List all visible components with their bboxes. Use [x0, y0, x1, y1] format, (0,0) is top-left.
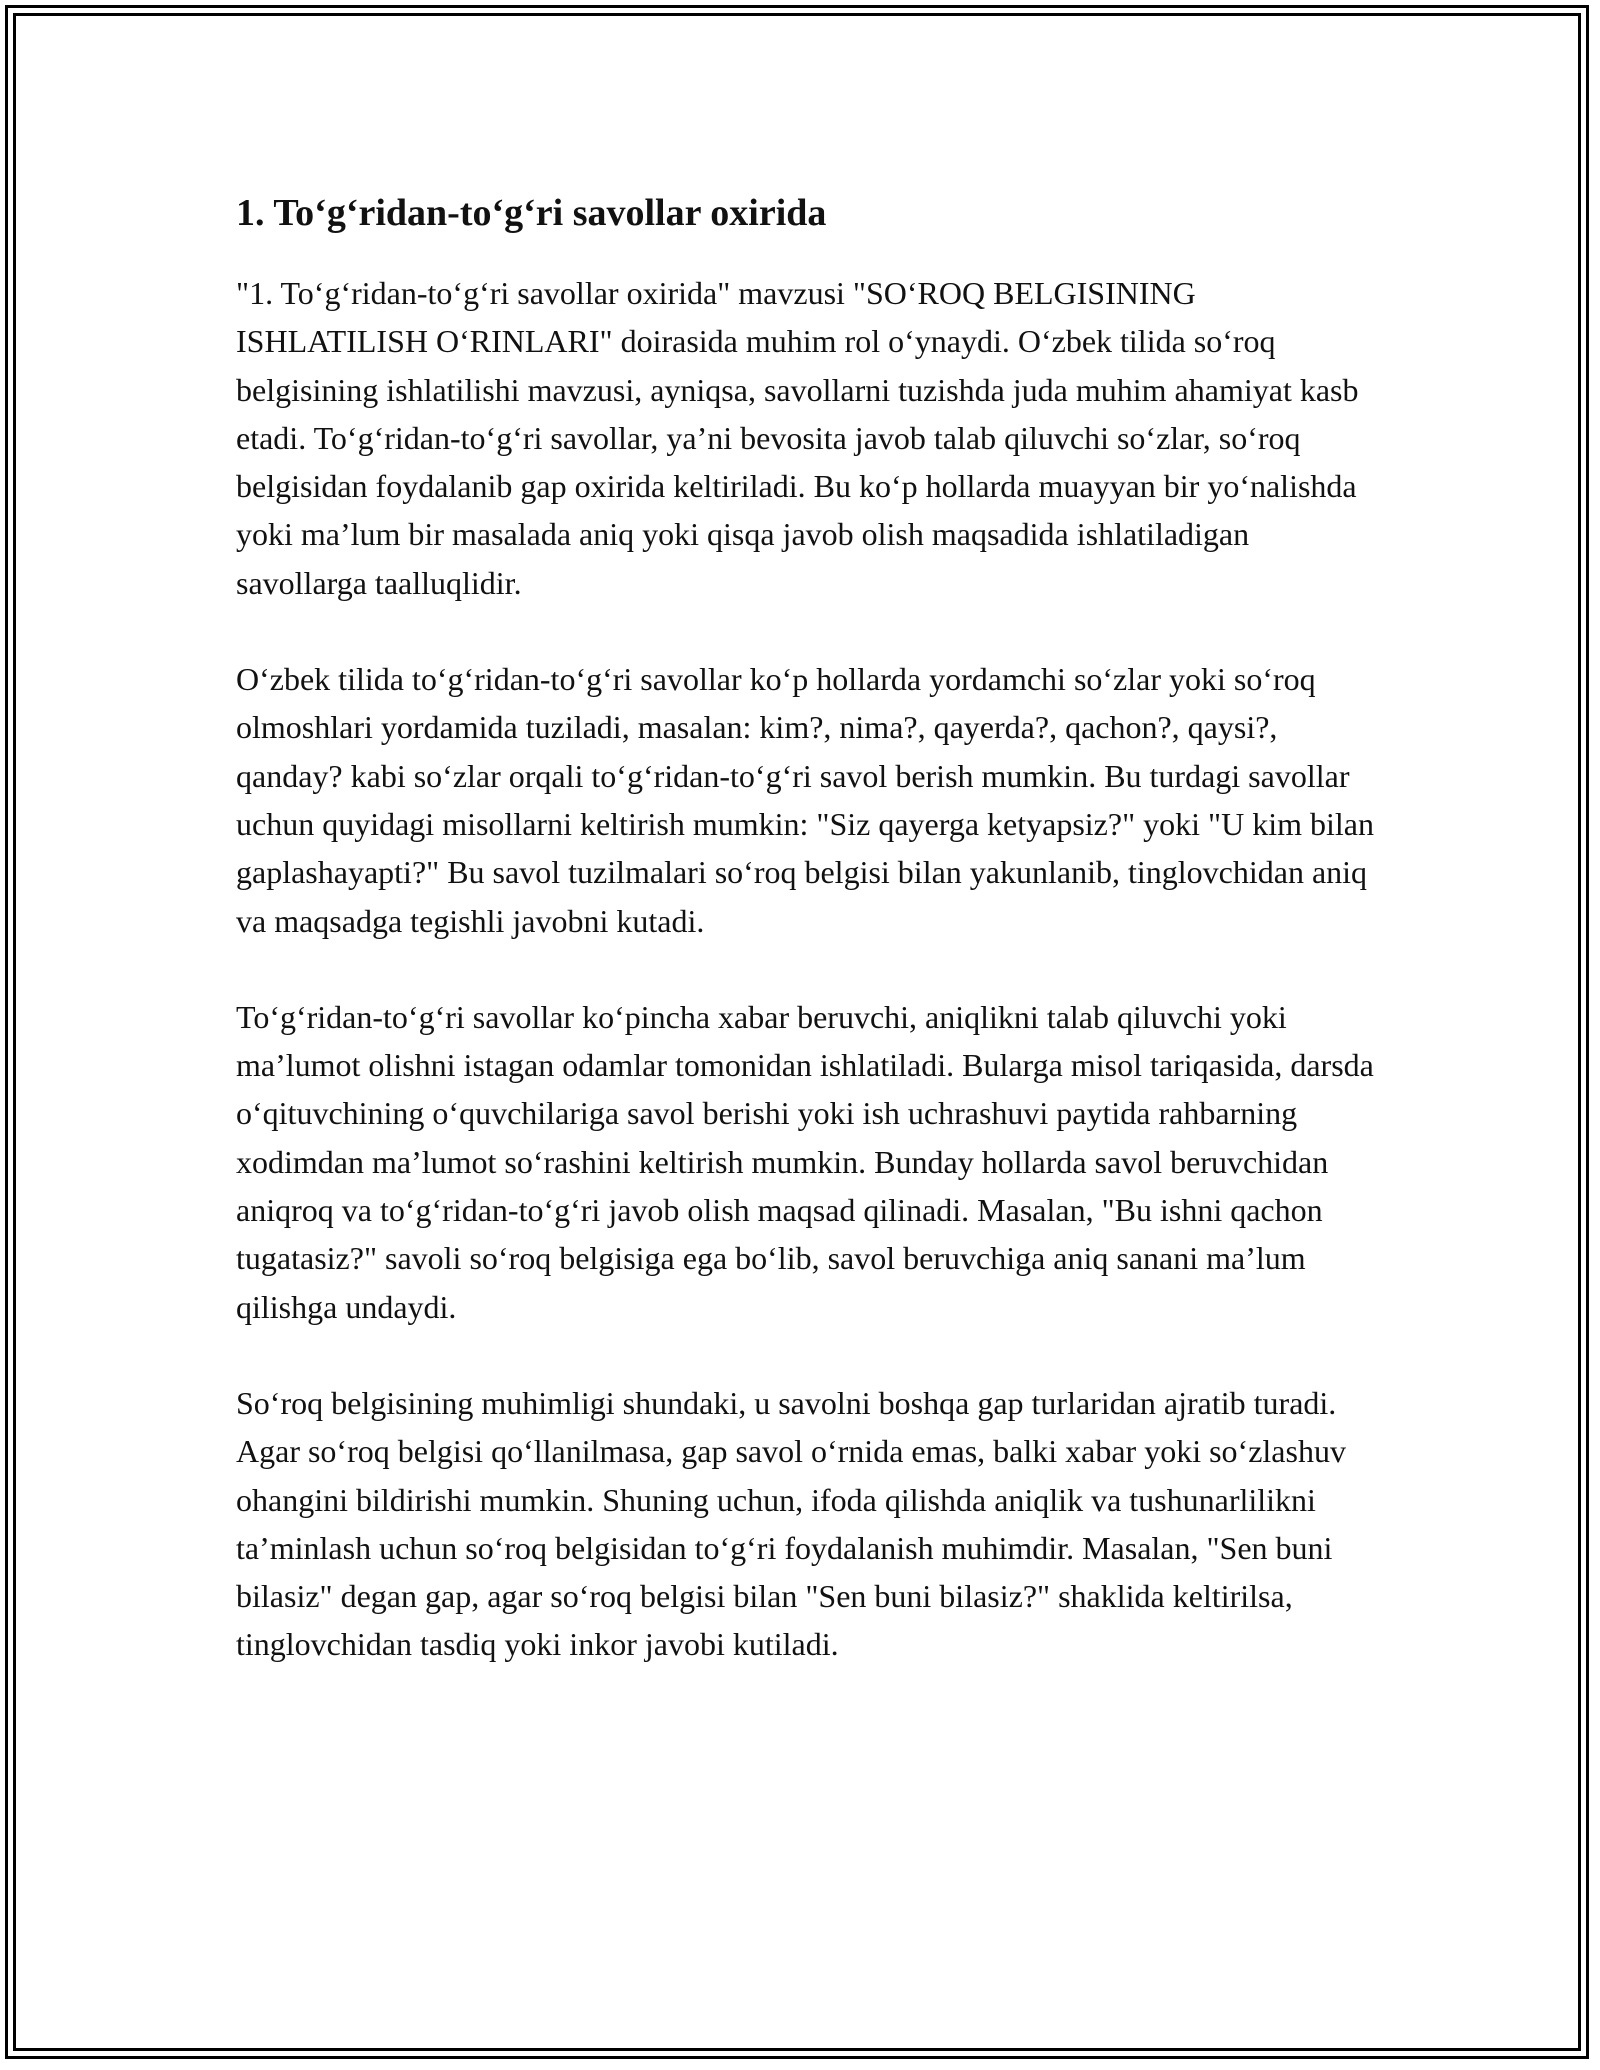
document-body: [236, 185, 1376, 1717]
paragraph-3: To‘g‘ridan-to‘g‘ri savollar ko‘pincha xabar beruvchi, aniqlikni talab qiluvchi yoki ma’lumot olishni istagan odamlar tomonidan ishlatiladi. Bularga misol tariqasida, darsda o‘qituvchining o‘quvchilariga savol berishi yoki ish uchrashuvi paytida rahbarning xodimdan ma’lumot so‘rashini keltirish mumkin. Bunday hollarda savol beruvchidan aniqroq va to‘g‘ridan-to‘g‘ri javob olish maqsad qilinadi. Masalan, "Bu ishni qachon tugatasiz?" savoli so‘roq belgisiga ega bo‘lib, savol beruvchiga aniq sanani ma’lum qilishga undaydi.: [236, 998, 1374, 1325]
paragraph-2: O‘zbek tilida to‘g‘ridan-to‘g‘ri savollar ko‘p hollarda yordamchi so‘zlar yoki so‘roq olmoshlari yordamida tuziladi, masalan: kim?, nima?, qayerda?, qachon?, qaysi?, qanday? kabi so‘zlar orqali to‘g‘ridan-to‘g‘ri savol berish mumkin. Bu turdagi savollar uchun quyidagi misollarni keltirish mumkin: "Siz qayerga ketyapsiz?" yoki "U kim bilan gaplashayapti?" Bu savol tuzilmalari so‘roq belgisi bilan yakunlanib, tinglovchidan aniq va maqsadga tegishli javobni kutadi.: [236, 661, 1374, 939]
paragraph-4: So‘roq belgisining muhimligi shundaki, u savolni boshqa gap turlaridan ajratib turadi. Agar so‘roq belgisi qo‘llanilmasa, gap savol o‘rnida emas, balki xabar yoki so‘zlashuv ohangini bildirishi mumkin. Shuning uchun, ifoda qilishda aniqlik va tushunarlilikni ta’minlash uchun so‘roq belgisidan to‘g‘ri foydalanish muhimdir. Masalan, "Sen buni bilasiz" degan gap, agar so‘roq belgisi bilan "Sen buni bilasiz?" shaklida keltirilsa, tinglovchidan tasdiq yoki inkor javobi kutiladi.: [236, 1384, 1346, 1663]
paragraph-1: "1. To‘g‘ridan-to‘g‘ri savollar oxirida" mavzusi "SO‘ROQ BELGISINING ISHLATILISH O‘RINLARI" doirasida muhim rol o‘ynaydi. O‘zbek tilida so‘roq belgisining ishlatilishi mavzusi, ayniqsa, savollarni tuzishda juda muhim ahamiyat kasb etadi. To‘g‘ridan-to‘g‘ri savollar, ya’ni bevosita javob talab qiluvchi so‘zlar, so‘roq belgisidan foydalanib gap oxirida keltiriladi. Bu ko‘p hollarda muayyan bir yo‘nalishda yoki ma’lum bir masalada aniq yoki qisqa javob olish maqsadida ishlatiladigan savollarga taalluqlidir.: [236, 275, 1359, 601]
section-heading: 1. To‘g‘ridan-to‘g‘ri savollar oxirida: [236, 192, 827, 234]
